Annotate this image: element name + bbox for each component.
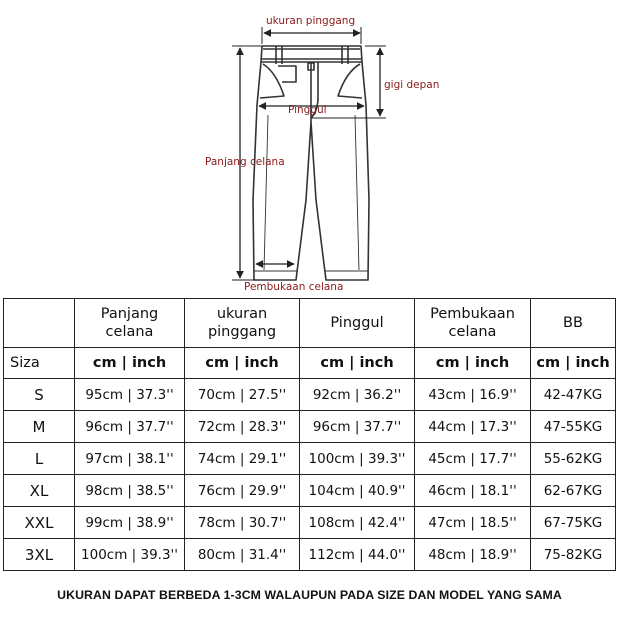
label-rise: gigi depan (384, 79, 440, 91)
cell-pinggul: 92cm | 36.2'' (300, 379, 415, 411)
cell-pinggang: 76cm | 29.9'' (185, 475, 300, 507)
cell-panjang: 97cm | 38.1'' (75, 443, 185, 475)
unit-pembukaan: cm | inch (415, 348, 531, 379)
cell-pembukaan: 45cm | 17.7'' (415, 443, 531, 475)
size-disclaimer: UKURAN DAPAT BERBEDA 1-3CM WALAUPUN PADA SIZE DAN MODEL YANG SAMA (57, 588, 562, 602)
cell-pinggang: 70cm | 27.5'' (185, 379, 300, 411)
cell-pinggang: 80cm | 31.4'' (185, 539, 300, 571)
table-header-row (4, 299, 616, 348)
cell-bb: 62-67KG (531, 475, 616, 507)
header-bb: BB (531, 299, 616, 348)
cell-pembukaan: 46cm | 18.1'' (415, 475, 531, 507)
cell-panjang: 98cm | 38.5'' (75, 475, 185, 507)
label-length: Panjang celana (205, 156, 285, 168)
cell-size: 3XL (4, 539, 75, 571)
unit-panjang: cm | inch (75, 348, 185, 379)
unit-pinggul: cm | inch (300, 348, 415, 379)
cell-pinggul: 96cm | 37.7'' (300, 411, 415, 443)
table-row (4, 507, 616, 539)
cell-panjang: 100cm | 39.3'' (75, 539, 185, 571)
cell-panjang: 95cm | 37.3'' (75, 379, 185, 411)
size-chart-table (3, 298, 616, 571)
table-row (4, 539, 616, 571)
cell-pembukaan: 43cm | 16.9'' (415, 379, 531, 411)
pants-illustration (0, 0, 619, 298)
header-pembukaan: Pembukaan celana (415, 299, 531, 348)
cell-pinggul: 112cm | 44.0'' (300, 539, 415, 571)
cell-bb: 55-62KG (531, 443, 616, 475)
table-row (4, 443, 616, 475)
cell-bb: 42-47KG (531, 379, 616, 411)
cell-panjang: 96cm | 37.7'' (75, 411, 185, 443)
cell-bb: 75-82KG (531, 539, 616, 571)
label-waist: ukuran pinggang (266, 15, 356, 27)
label-hem: Pembukaan celana (244, 281, 344, 293)
cell-size: S (4, 379, 75, 411)
cell-pinggang: 74cm | 29.1'' (185, 443, 300, 475)
unit-pinggang: cm | inch (185, 348, 300, 379)
cell-pembukaan: 47cm | 18.5'' (415, 507, 531, 539)
cell-pinggul: 104cm | 40.9'' (300, 475, 415, 507)
table-row (4, 411, 616, 443)
cell-pinggang: 78cm | 30.7'' (185, 507, 300, 539)
unit-size-label: Siza (4, 348, 75, 379)
cell-bb: 47-55KG (531, 411, 616, 443)
cell-pinggul: 100cm | 39.3'' (300, 443, 415, 475)
cell-panjang: 99cm | 38.9'' (75, 507, 185, 539)
cell-size: XXL (4, 507, 75, 539)
label-hip: Pinggul (288, 104, 327, 116)
unit-bb: cm | inch (531, 348, 616, 379)
cell-size: L (4, 443, 75, 475)
table-row (4, 379, 616, 411)
cell-pinggul: 108cm | 42.4'' (300, 507, 415, 539)
table-row (4, 475, 616, 507)
header-panjang: Panjang celana (75, 299, 185, 348)
pants-measurement-diagram (0, 0, 619, 298)
cell-pembukaan: 44cm | 17.3'' (415, 411, 531, 443)
cell-pembukaan: 48cm | 18.9'' (415, 539, 531, 571)
cell-bb: 67-75KG (531, 507, 616, 539)
header-pinggul: Pinggul (300, 299, 415, 348)
cell-size: XL (4, 475, 75, 507)
cell-size: M (4, 411, 75, 443)
cell-pinggang: 72cm | 28.3'' (185, 411, 300, 443)
header-empty (4, 299, 75, 348)
table-unit-row (4, 348, 616, 379)
header-pinggang: ukuran pinggang (185, 299, 300, 348)
